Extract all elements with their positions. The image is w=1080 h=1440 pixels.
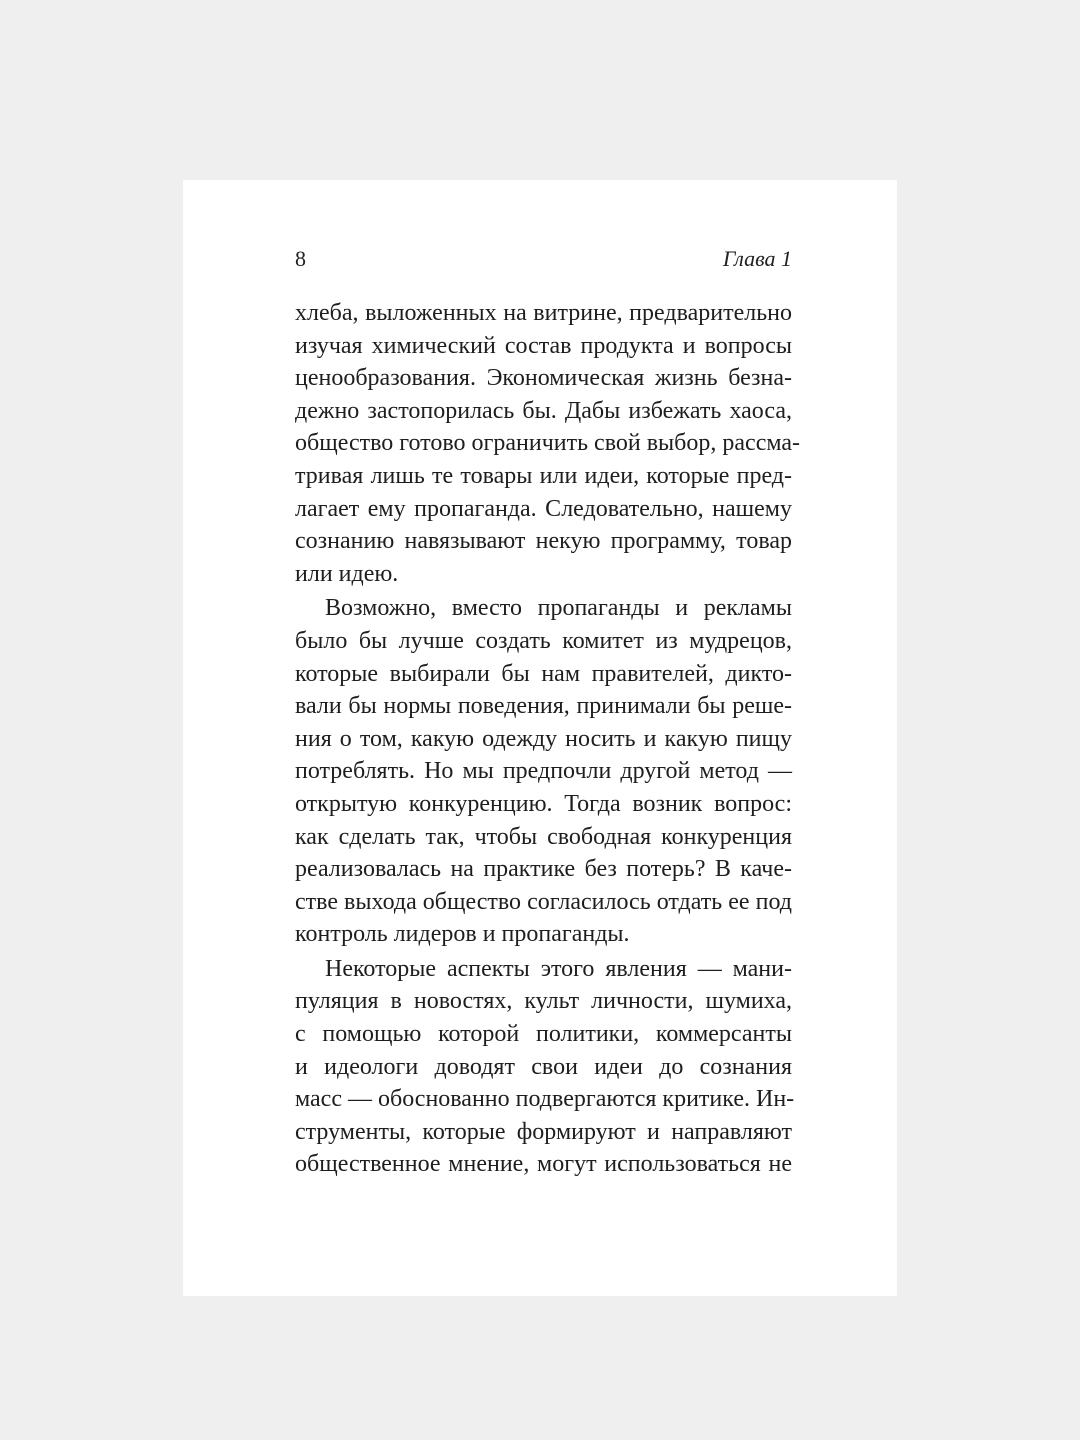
text-line: ния о том, какую одежду носить и какую пищу: [295, 725, 792, 752]
text-line: открытую конкуренцию. Тогда возник вопрос:: [295, 790, 792, 817]
text-line: которые выбирали бы нам правителей, дикто-: [295, 660, 792, 687]
text-line: было бы лучше создать комитет из мудрецов,: [295, 627, 792, 654]
text-line: изучая химический состав продукта и вопросы: [295, 332, 792, 359]
paragraph-3: [295, 953, 795, 1181]
text-line: сознанию навязывают некую программу, товар: [295, 528, 792, 555]
text-line: ценообразования. Экономическая жизнь безна-: [295, 365, 792, 392]
text-line: дежно застопорилась бы. Дабы избежать хаоса,: [295, 397, 792, 424]
text-line: вали бы нормы поведения, принимали бы реше-: [295, 693, 792, 720]
text-line: и идеологи доводят свои идеи до сознания: [295, 1053, 792, 1080]
text-line: Некоторые аспекты этого явления — мани-: [325, 955, 792, 982]
text-line: пуляция в новостях, культ личности, шумиха,: [295, 988, 792, 1015]
text-line: масс — обоснованно подвергаются критике. Ин-: [295, 1086, 795, 1113]
text-line: лагает ему пропаганда. Следовательно, нашему: [295, 495, 792, 522]
text-line: реализовалась на практике без потерь? В каче-: [295, 856, 792, 883]
paragraph-1: [295, 297, 801, 590]
chapter-label: Глава 1: [722, 246, 792, 271]
text-line: общество готово ограничить свой выбор, рассма-: [295, 430, 801, 457]
book-page: [183, 180, 897, 1296]
running-head: [295, 240, 792, 276]
text-line: или идею.: [295, 560, 399, 587]
text-line: контроль лидеров и пропаганды.: [295, 921, 630, 948]
text-line: тривая лишь те товары или идеи, которые пред-: [295, 462, 792, 489]
text-line: Возможно, вместо пропаганды и рекламы: [325, 595, 792, 622]
body-text: [295, 297, 801, 1181]
text-line: хлеба, выложенных на витрине, предварительно: [295, 300, 792, 326]
text-line: с помощью которой политики, коммерсанты: [295, 1021, 792, 1048]
text-line: как сделать так, чтобы свободная конкуренция: [295, 823, 792, 850]
text-line: стве выхода общество согласилось отдать ее под: [295, 888, 792, 915]
paragraph-2: [295, 592, 792, 951]
text-line: потреблять. Но мы предпочли другой метод —: [295, 758, 792, 785]
page-number: 8: [295, 246, 306, 271]
text-line: общественное мнение, могут использоваться не: [295, 1151, 792, 1178]
text-line: струменты, которые формируют и направляют: [295, 1118, 792, 1145]
